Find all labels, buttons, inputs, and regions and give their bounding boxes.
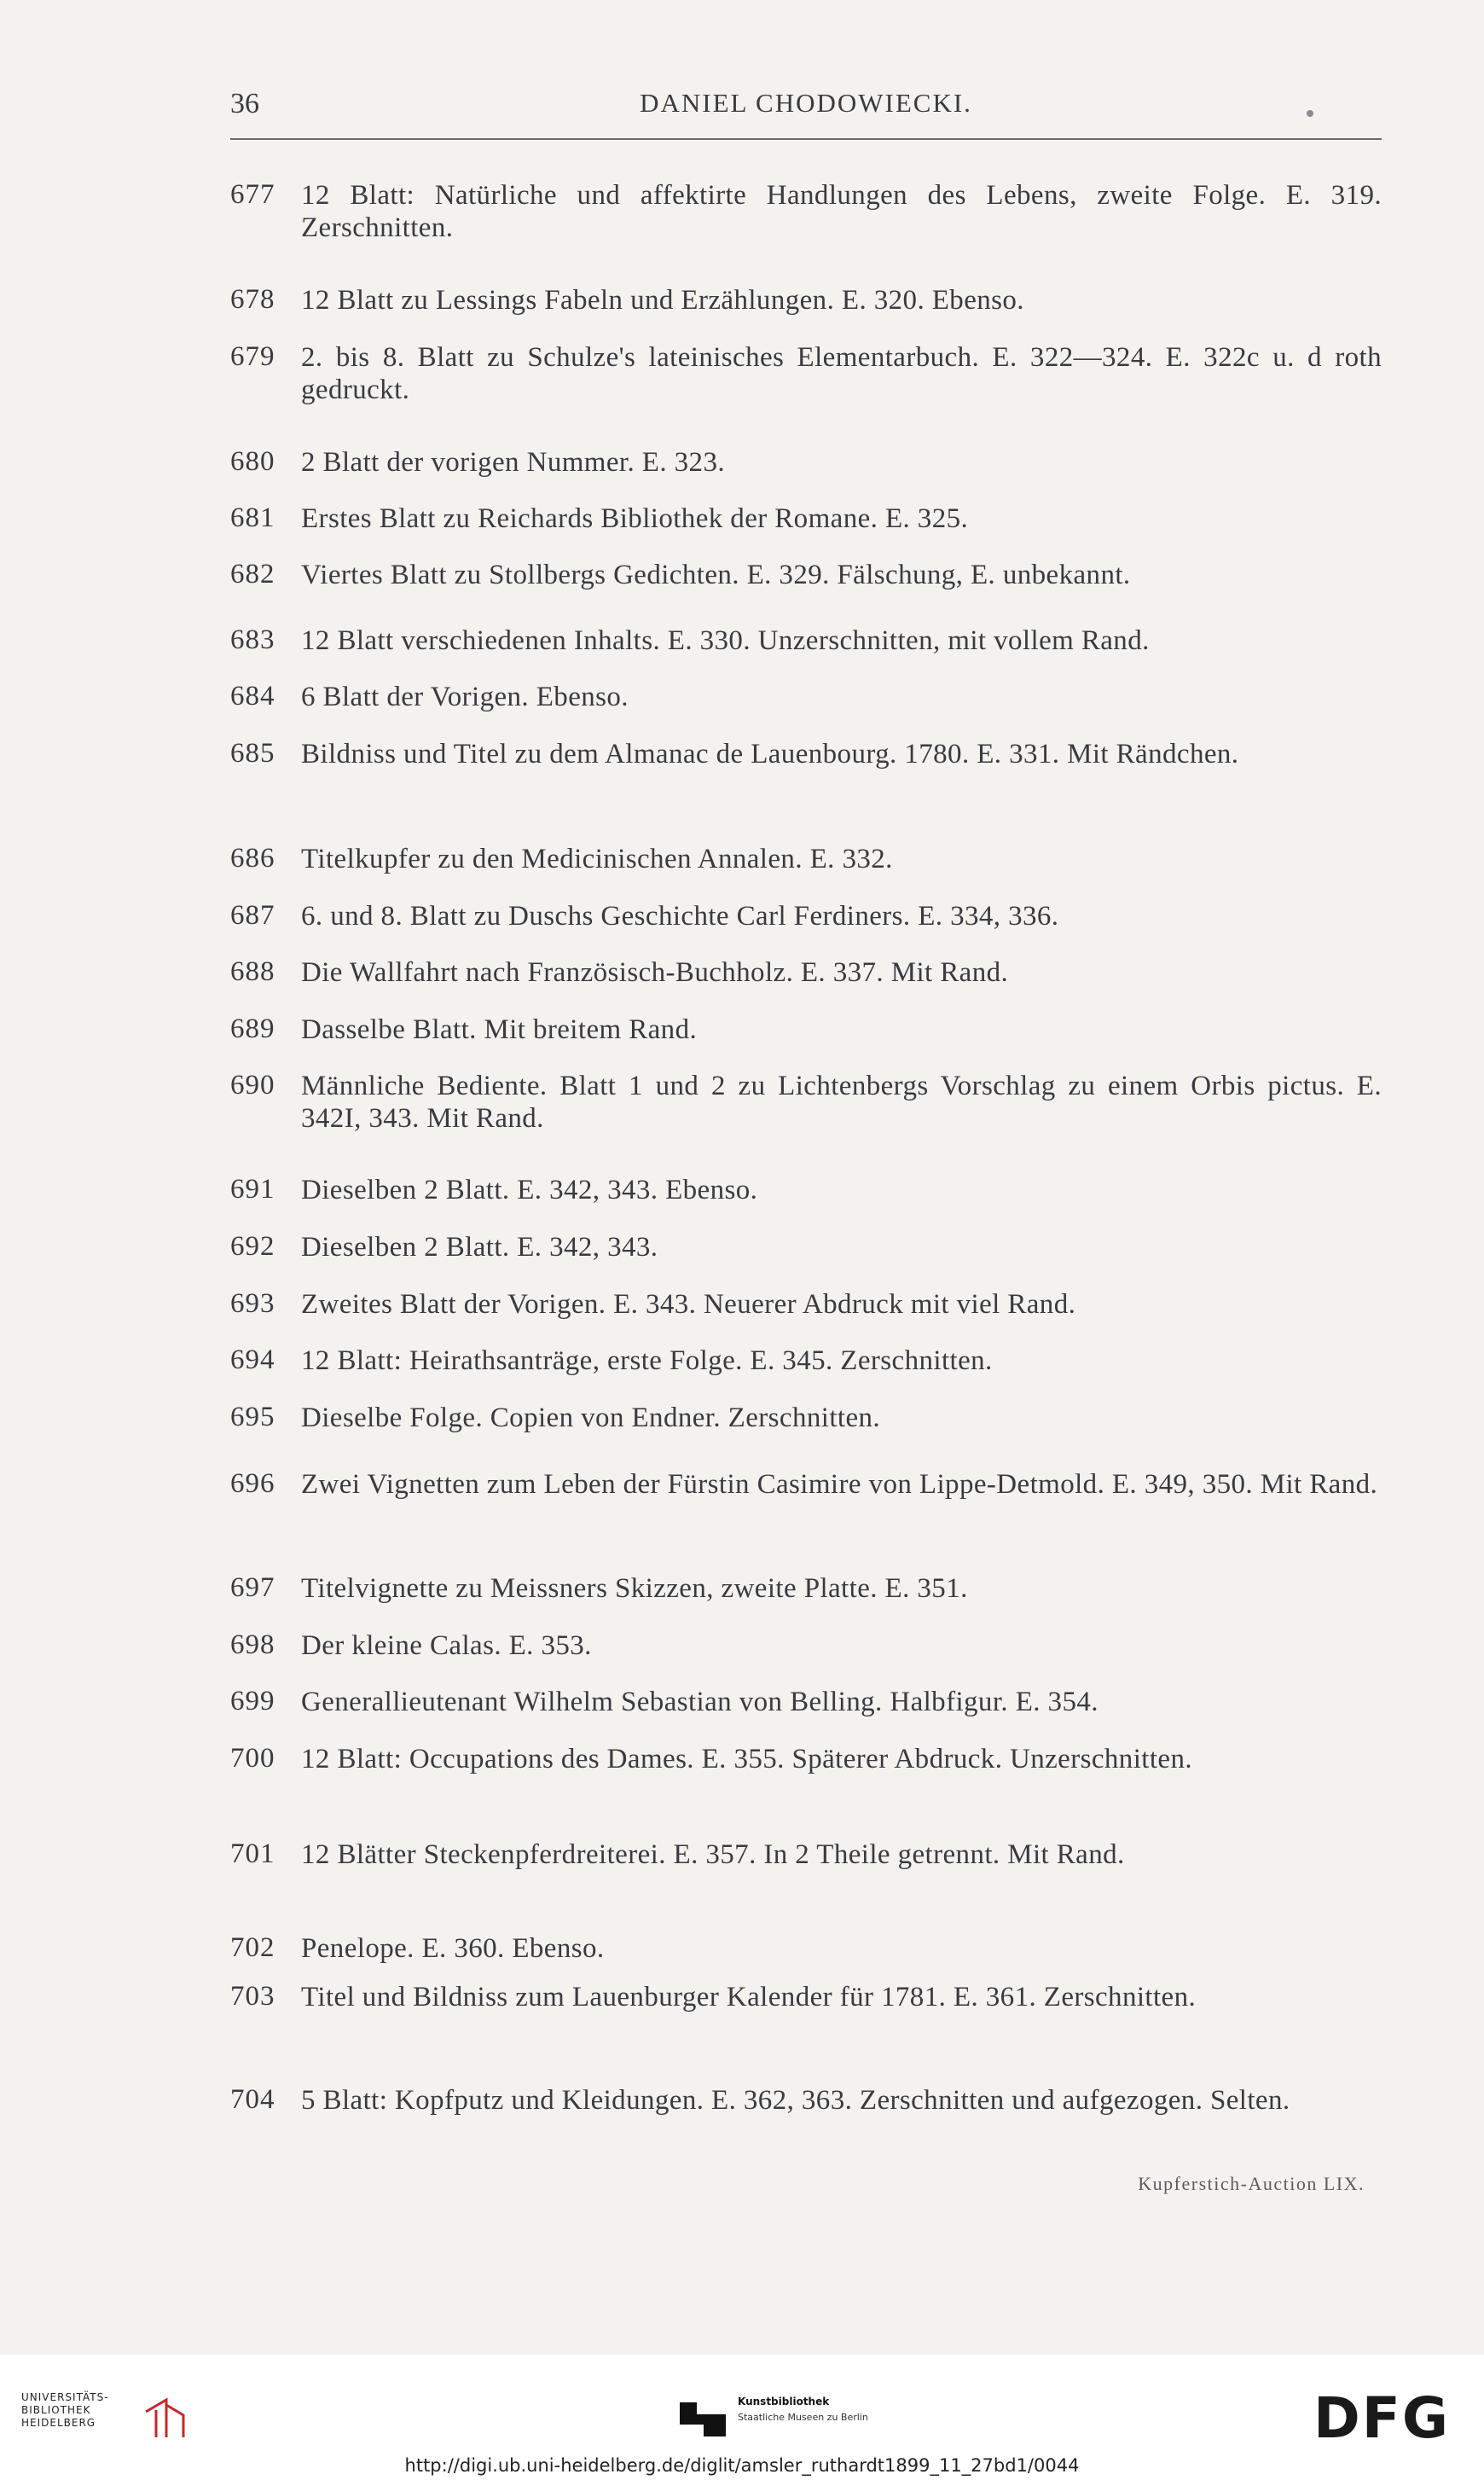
entry-text: Dieselben 2 Blatt. E. 342, 343. Ebenso. — [301, 1175, 758, 1205]
signature-note: Kupferstich-Auction LIX. — [1138, 2173, 1365, 2194]
entry-number: 697 — [230, 1572, 275, 1603]
catalog-entry — [230, 1686, 1382, 1718]
catalog-entry — [230, 1932, 1382, 1965]
entry-text: 12 Blatt: Natürliche und affektirte Handlungen des Lebens, zweite Folge. E. 319. Zerschnitten. — [301, 180, 1382, 243]
entry-text: 12 Blatt: Heirathsanträge, erste Folge. E. 345. Zerschnitten. — [301, 1345, 993, 1376]
entry-text: 6 Blatt der Vorigen. Ebenso. — [301, 682, 629, 712]
entry-number: 704 — [230, 2084, 275, 2115]
museum-subtitle: Staatliche Museen zu Berlin — [738, 2412, 868, 2423]
entry-number: 683 — [230, 624, 275, 655]
catalog-entry — [230, 1629, 1382, 1662]
dfg-logo[interactable]: DFG — [1313, 2385, 1451, 2451]
entry-number: 685 — [230, 738, 275, 769]
entry-text: 12 Blatt: Occupations des Dames. E. 355. Späterer Abdruck. Unzerschnitten. — [301, 1744, 1193, 1774]
entry-text: Der kleine Calas. E. 353. — [301, 1630, 592, 1661]
entry-number: 690 — [230, 1070, 275, 1101]
catalog-entry — [230, 502, 1382, 535]
entry-text: 6. und 8. Blatt zu Duschs Geschichte Carl Ferdiners. E. 334, 336. — [301, 901, 1059, 932]
catalog-entry — [230, 1345, 1382, 1377]
catalog-entry — [230, 1838, 1382, 1871]
entry-text: Dieselben 2 Blatt. E. 342, 343. — [301, 1232, 658, 1263]
entry-text: Männliche Bediente. Blatt 1 und 2 zu Lichtenbergs Vorschlag zu einem Orbis pictus. E. 342I, 343. Mit Rand. — [301, 1071, 1382, 1134]
catalog-entry — [230, 1743, 1382, 1775]
entry-text: 5 Blatt: Kopfputz und Kleidungen. E. 362, 363. Zerschnitten und aufgezogen. Selten. — [301, 2085, 1290, 2116]
entry-text: Penelope. E. 360. Ebenso. — [301, 1933, 605, 1964]
entry-number: 699 — [230, 1686, 275, 1716]
catalog-entry — [230, 559, 1382, 591]
entry-text: 12 Blatt zu Lessings Fabeln und Erzählungen. E. 320. Ebenso. — [301, 285, 1024, 316]
entry-text: Generallieutenant Wilhelm Sebastian von Belling. Halbfigur. E. 354. — [301, 1687, 1099, 1717]
ink-spot — [1307, 110, 1313, 117]
entry-number: 681 — [230, 502, 275, 533]
catalog-entry — [230, 900, 1382, 932]
entry-number: 696 — [230, 1468, 275, 1499]
catalog-entry — [230, 1402, 1382, 1434]
entry-number: 700 — [230, 1743, 275, 1774]
catalog-entry — [230, 446, 1382, 479]
university-logo-line: BIBLIOTHEK — [21, 2404, 91, 2416]
entry-text: Dasselbe Blatt. Mit breitem Rand. — [301, 1014, 698, 1045]
entry-number: 698 — [230, 1629, 275, 1660]
catalog-entry — [230, 341, 1382, 406]
entry-text: Viertes Blatt zu Stollbergs Gedichten. E. 329. Fälschung, E. unbekannt. — [301, 560, 1131, 590]
catalog-entry — [230, 681, 1382, 713]
museum-title: Kunstbibliothek — [738, 2396, 830, 2407]
catalog-entry — [230, 738, 1382, 770]
catalog-entry — [230, 1070, 1382, 1135]
entry-number: 703 — [230, 1981, 275, 2012]
entry-text: 12 Blätter Steckenpferdreiterei. E. 357. In 2 Theile getrennt. Mit Rand. — [301, 1839, 1125, 1870]
entry-text: 2. bis 8. Blatt zu Schulze's lateinisches Elementarbuch. E. 322—324. E. 322c u. d roth gedruckt. — [301, 342, 1382, 405]
entry-text: Dieselbe Folge. Copien von Endner. Zerschnitten. — [301, 1403, 881, 1433]
entry-text: Zweites Blatt der Vorigen. E. 343. Neuerer Abdruck mit viel Rand. — [301, 1289, 1076, 1320]
catalog-entry — [230, 1174, 1382, 1206]
entry-text: Die Wallfahrt nach Französisch-Buchholz. E. 337. Mit Rand. — [301, 957, 1009, 988]
catalog-entry — [230, 2084, 1382, 2117]
running-head — [230, 88, 1382, 131]
entry-number: 678 — [230, 284, 275, 315]
entry-number: 691 — [230, 1174, 275, 1205]
catalog-entry — [230, 1572, 1382, 1605]
entry-text: 2 Blatt der vorigen Nummer. E. 323. — [301, 447, 725, 478]
entry-number: 689 — [230, 1013, 275, 1044]
catalog-entry — [230, 1981, 1382, 2013]
page-number: 36 — [230, 88, 259, 119]
catalog-entry — [230, 179, 1382, 244]
permalink-url[interactable]: http://digi.ub.uni-heidelberg.de/diglit/amsler_ruthardt1899_11_27bd1/0044 — [404, 2455, 1080, 2476]
entry-number: 693 — [230, 1288, 275, 1319]
entry-number: 687 — [230, 900, 275, 931]
entry-number: 692 — [230, 1231, 275, 1262]
entry-text: Titel und Bildniss zum Lauenburger Kalender für 1781. E. 361. Zerschnitten. — [301, 1982, 1197, 2012]
entry-number: 684 — [230, 681, 275, 711]
entry-text: Zwei Vignetten zum Leben der Fürstin Casimire von Lippe-Detmold. E. 349, 350. Mit Rand. — [301, 1469, 1378, 1500]
entry-number: 680 — [230, 446, 275, 477]
entry-text: Titelkupfer zu den Medicinischen Annalen. E. 332. — [301, 844, 893, 874]
entry-text: 12 Blatt verschiedenen Inhalts. E. 330. Unzerschnitten, mit vollem Rand. — [301, 625, 1150, 656]
entry-number: 702 — [230, 1932, 275, 1963]
entry-number: 682 — [230, 559, 275, 590]
catalog-entry — [230, 956, 1382, 989]
university-library-logo[interactable] — [21, 2391, 183, 2442]
entry-number: 679 — [230, 341, 275, 372]
kunstbibliothek-logo[interactable] — [678, 2389, 900, 2448]
catalog-entry — [230, 1468, 1382, 1501]
museum-emblem-icon — [678, 2396, 728, 2438]
catalog-entry — [230, 843, 1382, 875]
university-logo-line: HEIDELBERG — [21, 2417, 96, 2429]
university-logo-line: UNIVERSITÄTS- — [21, 2391, 109, 2403]
catalog-entry — [230, 624, 1382, 657]
entry-number: 686 — [230, 843, 275, 874]
entry-number: 688 — [230, 956, 275, 987]
header-rule — [230, 138, 1382, 140]
entry-number: 695 — [230, 1402, 275, 1432]
entry-number: 694 — [230, 1345, 275, 1375]
catalog-entry — [230, 1231, 1382, 1263]
entry-text: Bildniss und Titel zu dem Almanac de Lauenbourg. 1780. E. 331. Mit Rändchen. — [301, 739, 1239, 770]
entry-text: Titelvignette zu Meissners Skizzen, zweite Platte. E. 351. — [301, 1573, 968, 1604]
entry-text: Erstes Blatt zu Reichards Bibliothek der Romane. E. 325. — [301, 503, 969, 534]
entry-number: 677 — [230, 179, 275, 210]
catalog-entry — [230, 1288, 1382, 1321]
page-title: DANIEL CHODOWIECKI. — [640, 88, 972, 118]
entry-number: 701 — [230, 1838, 275, 1869]
catalog-entry — [230, 284, 1382, 317]
university-emblem-icon — [141, 2396, 188, 2441]
catalog-entry — [230, 1013, 1382, 1046]
